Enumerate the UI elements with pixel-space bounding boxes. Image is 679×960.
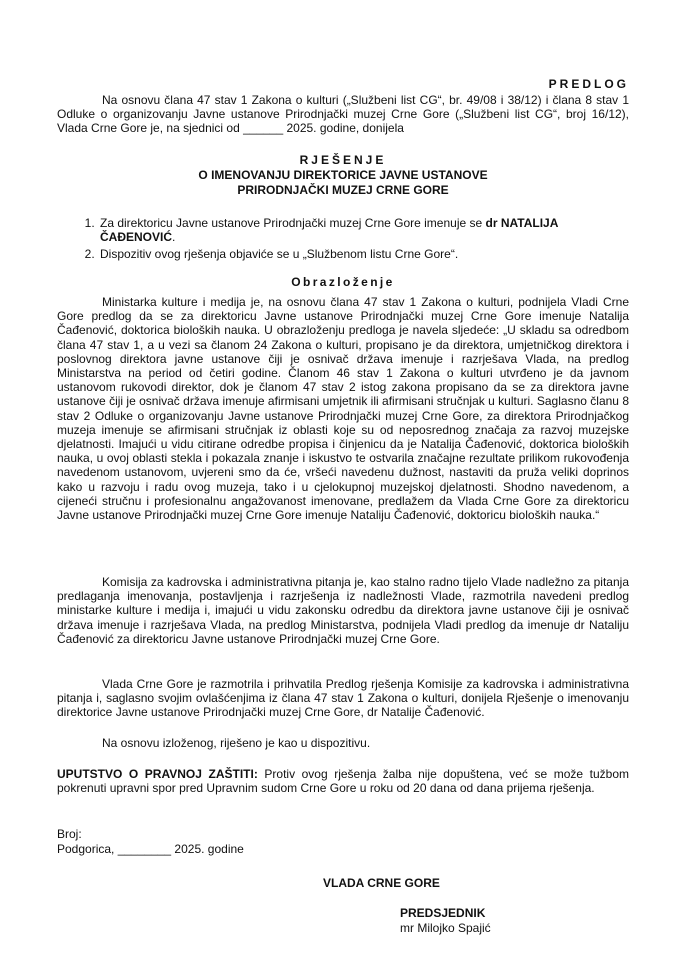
dispositive-item-1 — [98, 216, 618, 244]
reasoning-paragraph-4: Na osnovu izloženog, riješeno je kao u dispozitivu. — [102, 736, 371, 750]
dispositive-list — [57, 216, 618, 265]
dispositive-item-1-text: Za direktoricu Javne ustanove Prirodnjački muzej Crne Gore imenuje se — [100, 216, 486, 230]
appointee-name: dr NATALIJA ČAĐENOVIĆ — [100, 216, 558, 245]
legal-basis-paragraph: Na osnovu člana 47 stav 1 Zakona o kulturi („Službeni list CG“, br. 49/08 i 38/12) i člana 8 stav 1 Odluke o organizovanju Javne ustanove Prirodnjački muzej Crne Gore („Službeni list CG“, broj 16/12), Vlada Crne Gore je, na sjednici od ______ 2025. godine, donijela — [57, 93, 629, 136]
reasoning-paragraph-3: Vlada Crne Gore je razmotrila i prihvatila Predlog rješenja Komisije za kadrovska i administrativna pitanja i, saglasno svojim ovlašćenjima iz člana 47 stav 1 Zakona o kulturi, donijela Rješenje o imenovanju direktorice Javne ustanove Prirodnjački muzej Crne Gore, dr Natalije Čađenović. — [57, 677, 629, 720]
legal-remedy-text: Protiv ovog rješenja žalba nije dopuštena, već se može tužbom pokrenuti upravni spor pred Upravnim sudom Crne Gore u roku od 20 dana od dana prijema rješenja. — [57, 767, 630, 796]
government-name: VLADA CRNE GORE — [323, 876, 440, 890]
document-title — [57, 153, 629, 198]
proposal-label: PREDLOG — [548, 77, 629, 91]
title-line-3: PRIRODNJAČKI MUZEJ CRNE GORE — [237, 183, 449, 197]
reasoning-paragraph-1: Ministarka kulture i medija je, na osnovu člana 47 stav 1 Zakona o kulturi, podnijela Vladi Crne Gore predlog da se za direktoricu Javne ustanove Prirodnjački muzej Crne Gore imenuje Natalija Čađenović, doktorica bioloških nauka. U obrazloženju predloga je navela sljedeće: „U skladu sa odredbom člana 47 stav 1, a u vezi sa članom 24 Zakona o kulturi, propisano je da direktora, umjetničkog direktora i poslovnog direktora javne ustanove čiji je osnivač država imenuje i razrješava Vlada, na predlog Ministarstva na period od četiri godine. Članom 46 stav 1 Zakona o kulturi utvrđeno je da javnom ustanovom rukovodi direktor, dok je članom 47 stav 2 istog zakona propisano da se za direktora javne ustanove čiji je osnivač država imenuje afirmisani umjetnik ili afirmisani stručnjak u kulturi. Saglasno članu 8 stav 2 Odluke o organizovanju Javne ustanove Prirodnjački muzej Crne Gore, za direktora Prirodnjačkog muzeja imenuje se afirmisani stručnjak iz oblasti koje su od neposrednog značaja za razvoj muzejske djelatnosti. Imajući u vidu citirane odredbe propisa i činjenicu da je Natalija Čađenović, doktorica bioloških nauka, u ovoj oblasti stekla i pokazala znanje i iskustvo te ostvarila značajne rezultate prilikom rukovođenja navedenom ustanovom, uvjereni smo da će, vršeći navedenu dužnost, nastaviti da pruža veliki doprinos kako u razvoju i radu ovog muzeja, tako i u cjelokupnoj muzejskoj djelatnosti. Shodno navedenom, a cijeneći stručnu i profesionalnu angažovanost imenovane, predlažem da Vlada Crne Gore za direktoricu Javne ustanove Prirodnjački muzej Crne Gore imenuje Nataliju Čađenović, doktoricu bioloških nauka.“ — [57, 295, 629, 523]
legal-remedy-instruction — [57, 767, 629, 795]
dispositive-item-2: 2. Dispozitiv ovog rješenja objaviće se u „Službenom listu Crne Gore“. — [98, 247, 618, 261]
title-line-2: O IMENOVANJU DIREKTORICE JAVNE USTANOVE — [198, 168, 488, 182]
title-line-rjesenje: RJEŠENJE — [299, 153, 387, 167]
dispositive-item-1-end: . — [172, 230, 176, 245]
place-and-date: Podgorica, ________ 2025. godine — [57, 842, 244, 856]
reasoning-paragraph-2: Komisija za kadrovska i administrativna pitanja je, kao stalno radno tijelo Vlade nadležno za pitanja predlaganja imenovanja, postavljenja i razrješenja iz nadležnosti Vlade, razmotrila navedeni predlog ministarke kulture i medija i, imajući u vidu zakonsku odredbu da direktora javne ustanove čiji je osnivač država imenuje i razrješava Vlada, na predlog Ministarstva, podnijela Vladi predlog da imenuje dr Nataliju Čađenović za direktoricu Javne ustanove Prirodnjački muzej Crne Gore. — [57, 575, 629, 646]
president-name: mr Milojko Spajić — [400, 921, 491, 935]
legal-remedy-label: UPUTSTVO O PRAVNOJ ZAŠTITI: — [57, 767, 258, 781]
reference-number: Broj: — [57, 827, 82, 841]
president-title: PREDSJEDNIK — [400, 906, 486, 920]
reasoning-heading: Obrazloženje — [291, 275, 395, 289]
